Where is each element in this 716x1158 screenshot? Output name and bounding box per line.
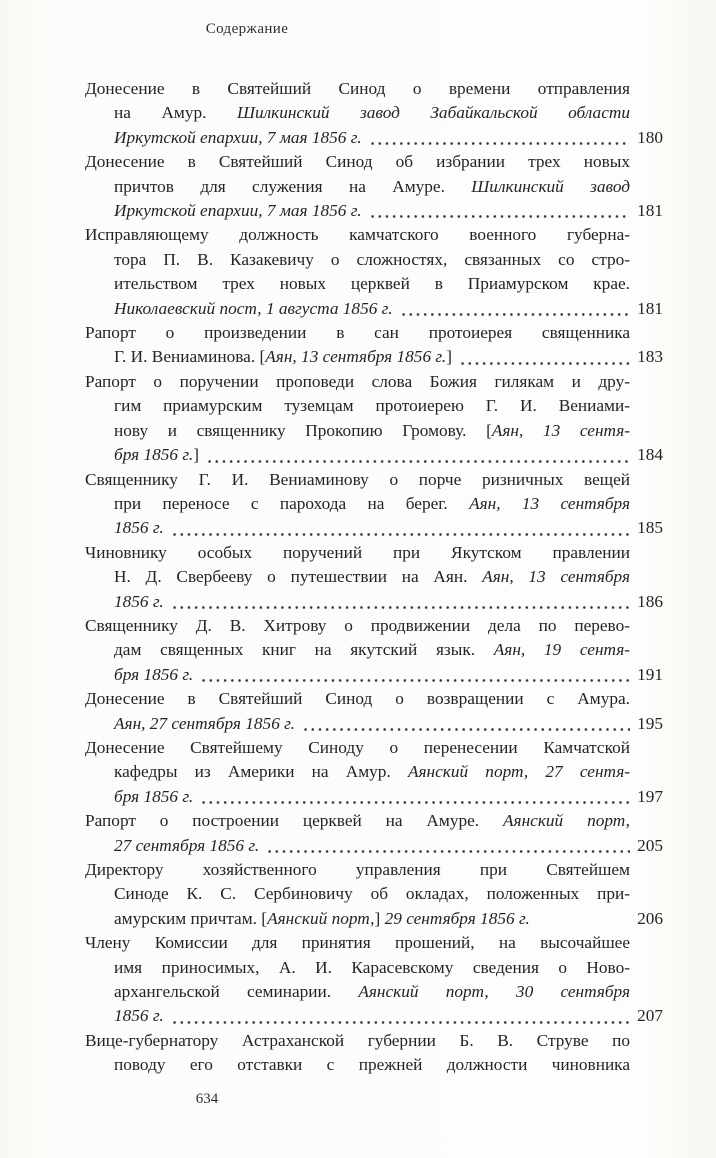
toc-text-italic: 27 сентября 1856 г.: [114, 835, 260, 855]
toc-line: [85, 809, 630, 833]
toc-entry: [85, 614, 663, 687]
page-number: 180: [637, 127, 663, 147]
toc-text: поводу его отставки с прежней должности чиновника: [114, 1055, 630, 1075]
toc-text-italic: 1856 г.: [114, 591, 164, 611]
toc-line-text: [85, 543, 630, 562]
toc-text-italic: Аян, 27 сентября 1856 г.: [114, 713, 295, 733]
toc-line: [85, 541, 630, 565]
toc-text: Донесение Святейшему Синоду о перенесении Камчатской: [85, 737, 630, 757]
toc-line-text: [85, 616, 630, 635]
toc-line: [85, 492, 630, 516]
toc-text: амурским причтам. [: [114, 908, 268, 928]
toc-line: [85, 638, 630, 662]
page-number: 191: [637, 664, 663, 684]
toc-line-text: [114, 199, 362, 223]
toc-line-text: [85, 860, 630, 879]
toc-text: при переносе с парохода на берег.: [114, 493, 470, 513]
toc-line: [85, 980, 630, 1004]
toc-line: [85, 370, 630, 394]
toc-line-text: [114, 663, 193, 687]
toc-line: [85, 663, 663, 687]
dot-leader: [169, 516, 630, 540]
toc-line: [85, 394, 630, 418]
page-number: 205: [637, 835, 663, 855]
toc-entry: [85, 370, 663, 468]
toc-line: [85, 956, 630, 980]
toc-line-text: [85, 372, 630, 391]
dot-leader: [198, 663, 630, 687]
toc-line-text: [114, 712, 295, 736]
toc-line: [85, 321, 630, 345]
toc-text: Г. И. Вениаминова. [: [114, 347, 266, 367]
toc-text: гим приамурским туземцам протоиерею Г. И. Вениами-: [114, 396, 630, 416]
toc-line-text: [114, 297, 393, 321]
toc-text-italic: бря 1856 г.: [114, 664, 194, 684]
toc-entry: [85, 223, 663, 321]
toc-line-text: [85, 152, 630, 171]
toc-line: [85, 907, 663, 931]
toc-line-text: [114, 785, 193, 809]
dot-leader: [367, 199, 630, 223]
toc-line: [85, 77, 630, 101]
toc-line: [85, 126, 663, 150]
toc-line: [85, 858, 630, 882]
toc-entry: [85, 931, 663, 1029]
toc-entry: [85, 687, 663, 736]
dot-leader: [198, 785, 630, 809]
toc-line-text: [114, 907, 530, 931]
toc-text: Донесение в Святейший Синод о возвращении с Амура.: [85, 689, 630, 709]
toc-line-text: [85, 811, 630, 830]
toc-text-italic: 1856 г.: [114, 518, 164, 538]
toc-line: [85, 345, 663, 369]
toc-text: нову и священнику Прокопию Громову. [: [114, 420, 492, 440]
page-number: 184: [637, 445, 663, 465]
toc-line: [85, 736, 630, 760]
dot-leader: [264, 834, 630, 858]
toc-text-italic: Шилкинский завод Забайкальской области: [236, 103, 630, 123]
folio-page-number: 634: [195, 1091, 219, 1107]
toc-line-text: [85, 689, 630, 708]
page-number: 195: [637, 713, 663, 733]
toc-text: тора П. В. Казакевичу о сложностях, связанных со стро-: [114, 249, 630, 269]
toc-text-italic: Аян, 19 сентя-: [493, 640, 630, 660]
page-number: 181: [637, 201, 663, 221]
toc-text: Священнику Д. В. Хитрову о продвижении дела по перево-: [85, 615, 630, 635]
toc-text-italic: Аян, 13 сентя-: [491, 420, 630, 440]
toc-text-italic: Аянский порт, 27 сентя-: [407, 762, 630, 782]
toc-line-text: [114, 345, 452, 369]
toc-line-text: [114, 177, 630, 196]
toc-entry: [85, 77, 663, 150]
table-of-contents: [85, 77, 663, 1078]
toc-text: Донесение в Святейший Синод о времени отправления: [85, 79, 630, 98]
toc-line-text: [114, 762, 630, 781]
toc-text-italic: бря 1856 г.: [114, 445, 194, 465]
toc-line: [85, 565, 630, 589]
toc-text: ительством трех новых церквей в Приамурском крае.: [114, 274, 630, 294]
toc-line-text: [114, 443, 199, 467]
toc-line: [85, 443, 663, 467]
toc-line: [85, 175, 630, 199]
toc-line: [85, 223, 630, 247]
page-number: 207: [637, 1006, 663, 1026]
toc-entry: [85, 736, 663, 809]
toc-text: Священнику Г. И. Вениаминову о порче ризничных вещей: [85, 469, 630, 489]
page-number: 183: [637, 347, 663, 367]
toc-line: [85, 516, 663, 540]
toc-text: на Амур.: [114, 103, 237, 123]
toc-line-text: [85, 470, 630, 489]
page-number: 185: [637, 518, 663, 538]
dot-leader: [169, 1004, 630, 1028]
toc-entry: [85, 321, 663, 370]
toc-line: [85, 614, 630, 638]
toc-line: [85, 590, 663, 614]
toc-text-italic: Аянский порт,: [267, 908, 375, 928]
toc-text: имя приносимых, А. И. Карасевскому сведения о Ново-: [114, 957, 630, 977]
toc-line: [85, 419, 630, 443]
toc-text: Донесение в Святейший Синод об избрании трех новых: [85, 152, 630, 172]
toc-line-text: [114, 421, 630, 440]
toc-entries: [85, 77, 663, 1078]
toc-text: Рапорт о построении церквей на Амуре.: [85, 811, 503, 831]
toc-line: [85, 1004, 663, 1028]
toc-line: [85, 834, 663, 858]
toc-text-italic: Аянский порт,: [503, 811, 630, 831]
toc-text-italic: Аян, 13 сентября: [482, 567, 630, 587]
toc-line: [85, 101, 630, 125]
toc-text: Чиновнику особых поручений при Якутском правлении: [85, 542, 630, 562]
toc-text-italic: Аян, 13 сентября: [469, 493, 630, 513]
toc-text: Н. Д. Свербееву о путешествии на Аян.: [114, 567, 483, 587]
toc-line-text: [85, 1031, 630, 1050]
toc-line-text: [114, 958, 630, 977]
toc-line: [85, 199, 663, 223]
toc-entry: [85, 468, 663, 541]
toc-line-text: [85, 933, 630, 952]
toc-line-text: [114, 982, 630, 1001]
toc-text: архангельской семинарии.: [114, 982, 359, 1002]
dot-leader: [169, 590, 630, 614]
toc-line: [85, 687, 630, 711]
toc-line: [85, 1029, 630, 1053]
toc-line: [85, 931, 630, 955]
dot-leader: [457, 345, 630, 369]
toc-line-text: [114, 1055, 630, 1074]
toc-text-italic: 1856 г.: [114, 1006, 164, 1026]
toc-line: [85, 712, 663, 736]
toc-line-text: [114, 274, 630, 293]
toc-text: Директору хозяйственного управления при Святейшем: [85, 860, 630, 879]
toc-line: [85, 272, 630, 296]
page-number: 181: [637, 298, 663, 318]
toc-text-italic: Иркутской епархии, 7 мая 1856 г.: [114, 201, 362, 221]
toc-entry: [85, 150, 663, 223]
toc-text: ]: [374, 908, 385, 928]
toc-line-text: [114, 834, 259, 858]
dot-leader: [535, 907, 630, 931]
toc-line: [85, 297, 663, 321]
dot-leader: [398, 297, 631, 321]
toc-line-text: [114, 396, 630, 415]
toc-text-italic: Аянский порт, 30 сентября: [358, 982, 630, 1002]
dot-leader: [367, 126, 630, 150]
toc-line-text: [85, 225, 630, 244]
toc-line: [85, 882, 630, 906]
toc-line-text: [114, 103, 630, 122]
toc-text: Члену Комиссии для принятия прошений, на высочайшее: [85, 933, 630, 953]
toc-text-italic: Шилкинский завод: [471, 176, 630, 196]
toc-line-text: [114, 640, 630, 659]
toc-line-text: [114, 126, 362, 150]
toc-text: Исправляющему должность камчатского военного губерна-: [85, 225, 630, 245]
toc-line: [85, 1053, 630, 1077]
toc-entry: [85, 858, 663, 931]
toc-text: Рапорт о произведении в сан протоиерея священника: [85, 323, 630, 343]
toc-text-italic: Иркутской епархии, 7 мая 1856 г.: [114, 127, 362, 147]
toc-text: Вице-губернатору Астраханской губернии Б. В. Струве по: [85, 1030, 630, 1050]
page-number: 206: [637, 908, 663, 928]
running-header: Содержание: [205, 21, 289, 37]
toc-text: Рапорт о поручении проповеди слова Божия гилякам и дру-: [85, 371, 630, 391]
toc-line: [85, 785, 663, 809]
toc-line-text: [85, 323, 630, 342]
toc-line-text: [114, 590, 164, 614]
toc-line: [85, 760, 630, 784]
toc-line: [85, 468, 630, 492]
toc-text: кафедры из Америки на Амур.: [114, 762, 408, 782]
toc-text: ]: [446, 347, 453, 367]
toc-text-italic: 29 сентября 1856 г.: [384, 908, 530, 928]
dot-leader: [204, 443, 630, 467]
toc-entry: [85, 1029, 663, 1078]
toc-text: Синоде К. С. Сербиновичу об окладах, положенных при-: [114, 884, 630, 904]
page-number: 186: [637, 591, 663, 611]
toc-entry: [85, 809, 663, 858]
toc-text: причтов для служения на Амуре.: [114, 176, 472, 196]
toc-text: дам священных книг на якутский язык.: [114, 640, 494, 660]
toc-line-text: [114, 494, 630, 513]
toc-entry: [85, 541, 663, 614]
toc-text-italic: Аян, 13 сентября 1856 г.: [265, 347, 447, 367]
toc-text-italic: бря 1856 г.: [114, 786, 194, 806]
toc-line-text: [114, 567, 630, 586]
toc-line-text: [114, 516, 164, 540]
toc-line: [85, 150, 630, 174]
toc-line-text: [85, 738, 630, 757]
toc-line-text: [114, 250, 630, 269]
dot-leader: [300, 712, 630, 736]
toc-line-text: [85, 79, 630, 98]
toc-text: ]: [193, 445, 199, 465]
toc-text-italic: Николаевский пост, 1 августа 1856 г.: [114, 298, 393, 318]
toc-line: [85, 248, 630, 272]
toc-line-text: [114, 884, 630, 903]
page-number: 197: [637, 786, 663, 806]
toc-line-text: [114, 1004, 164, 1028]
